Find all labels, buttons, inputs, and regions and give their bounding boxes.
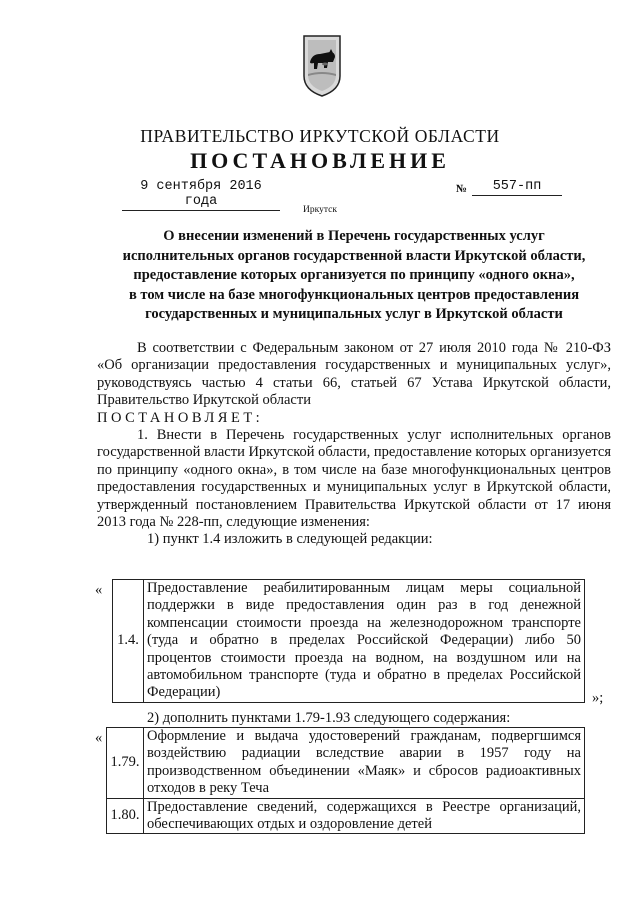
document-title	[96, 227, 612, 325]
row-text: Предоставление сведений, содержащихся в Реестре организаций, обеспечивающих отдых и оздоровление детей	[144, 798, 585, 834]
row-text: Предоставление реабилитированным лицам меры социальной поддержки в виде предоставления один раз в год денежной компенсации стоимости проезда на железнодорожном транспорте (туда и обратно в пределах Российской Федерации) либо 50 процентов стоимости проезда на водном, на воздушном или на автомобильном транспорте (туда и обратно в пределах Российской Федерации)	[144, 580, 585, 703]
title-line: государственных и муниципальных услуг в Иркутской области	[145, 306, 563, 322]
title-line: предоставление которых организуется по принципу «одного окна»,	[133, 267, 575, 283]
open-quote-2: «	[95, 730, 103, 746]
document-number: 557-пп	[472, 179, 562, 196]
subitem-2: 2) дополнить пунктами 1.79-1.93 следующего содержания:	[147, 710, 511, 726]
row-text: Оформление и выдача удостоверений гражданам, подвергшимся воздействию радиации вследствие аварии в 1957 году на производственном объединении «Маяк» и сбросов радиоактивных отходов в реку Теча	[144, 728, 585, 799]
intro-paragraph: В соответствии с Федеральным законом от 27 июля 2010 года № 210-ФЗ «Об организации предоставления государственных и муниципальных услуг», руководствуясь частью 4 статьи 66, статьей 67 Устава Иркутской области, Правительство Иркутской области	[97, 340, 611, 409]
decree-word: ПОСТАНОВЛЯЕТ:	[97, 409, 264, 426]
title-line: О внесении изменений в Перечень государственных услуг	[163, 228, 545, 244]
amendment-table-2	[106, 727, 585, 834]
city-name: Иркутск	[303, 205, 337, 215]
row-number: 1.80.	[107, 798, 144, 834]
row-number: 1.4.	[113, 580, 144, 703]
close-quote: »;	[592, 690, 604, 706]
item-1-paragraph: 1. Внести в Перечень государственных услуг исполнительных органов государственной власти Иркутской области, предоставление которых организуется по принципу «одного окна», в том числе на базе многофункциональных центров предоставления государственных и муниципальных услуг в Иркутской области, утвержденный постановлением Правительства Иркутской области от 17 июня 2013 года № 228-пп, следующие изменения:	[97, 427, 611, 531]
document-type: ПОСТАНОВЛЕНИЕ	[190, 148, 450, 173]
open-quote: «	[95, 582, 103, 598]
table-row	[107, 728, 585, 799]
subitem-1: 1) пункт 1.4 изложить в следующей редакции:	[147, 531, 433, 548]
document-date: 9 сентября 2016 года	[122, 179, 280, 211]
title-line: в том числе на базе многофункциональных центров предоставления	[128, 286, 580, 303]
amendment-table-1	[112, 579, 585, 703]
table-row	[107, 798, 585, 834]
coat-of-arms-emblem	[300, 32, 344, 98]
number-sign: №	[456, 183, 468, 195]
organization-name: ПРАВИТЕЛЬСТВО ИРКУТСКОЙ ОБЛАСТИ	[140, 126, 500, 146]
table-row	[113, 580, 585, 703]
title-line: исполнительных органов государственной власти Иркутской области,	[122, 247, 586, 264]
row-number: 1.79.	[107, 728, 144, 799]
document-body	[97, 340, 611, 549]
